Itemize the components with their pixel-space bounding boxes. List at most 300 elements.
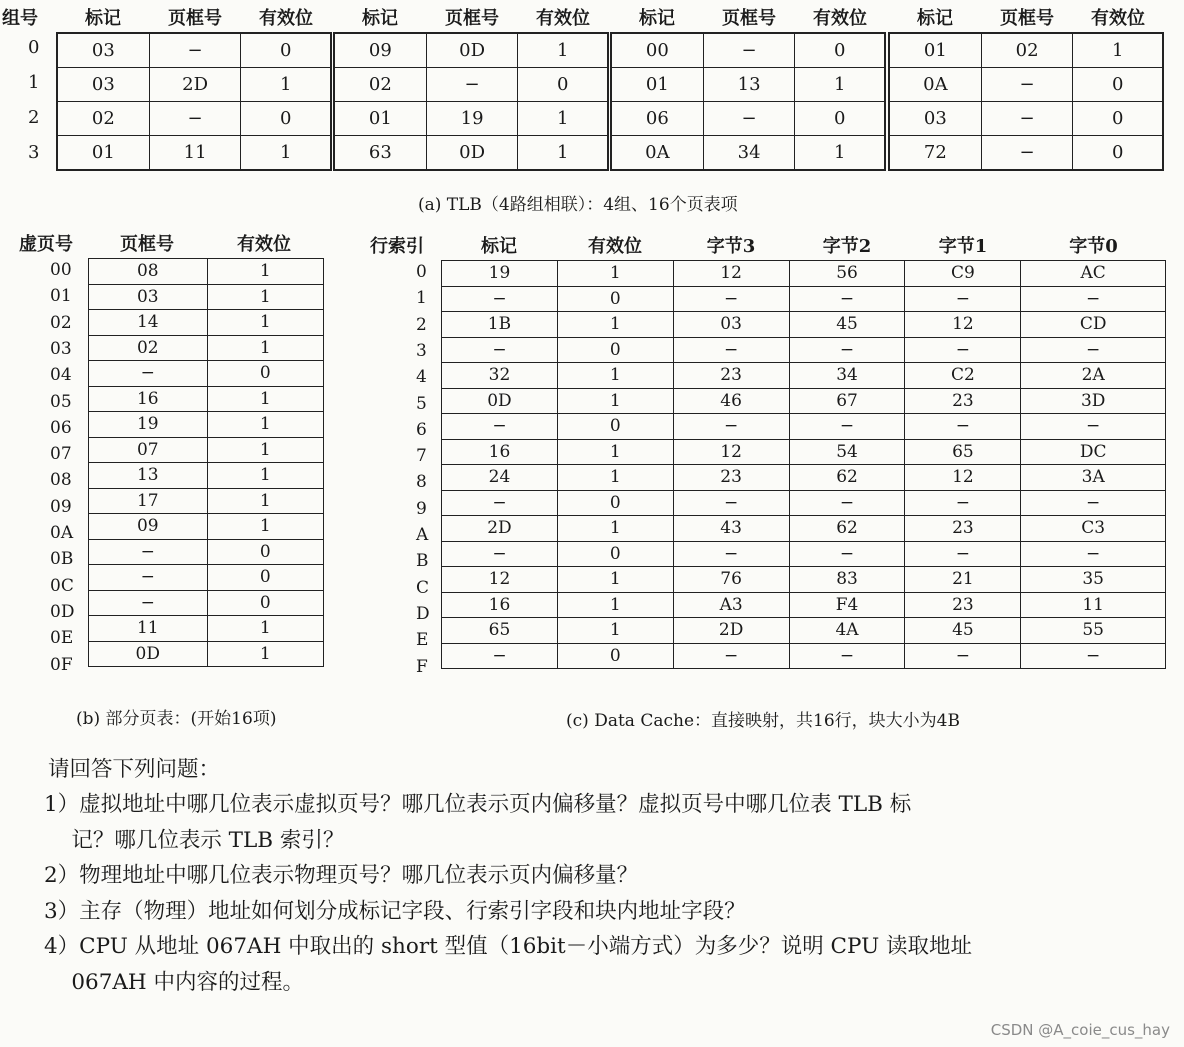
cache-cell: 1 (557, 388, 673, 414)
page-table-vpn: 07 (50, 444, 72, 465)
page-table-cell: 1 (207, 641, 323, 667)
cache-cell: − (1021, 337, 1166, 363)
tlb-cell: 03 (890, 102, 982, 136)
cache-col-header: 字节3 (706, 236, 756, 257)
page-table-cell: − (89, 590, 208, 616)
table-row (442, 541, 1166, 567)
page-table-col-header: 页框号 (120, 234, 174, 255)
tlb-col-header: 有效位 (259, 8, 313, 29)
cache-cell: 23 (905, 516, 1021, 542)
table-row (442, 337, 1166, 363)
tlb-way-table (611, 33, 885, 170)
tlb-cell: 03 (58, 68, 150, 102)
table-row (442, 618, 1166, 644)
cache-cell: − (789, 414, 905, 440)
page-table-cell: 03 (89, 284, 208, 310)
page-table-vpn: 04 (50, 365, 72, 386)
page-table-vpn: 0A (50, 523, 74, 543)
tlb-cell: 0A (612, 136, 704, 170)
cache-cell: C2 (905, 363, 1021, 389)
cache-cell: 55 (1021, 618, 1166, 644)
cache-cell: 3D (1021, 388, 1166, 414)
cache-cell: 1 (557, 363, 673, 389)
page-table-cell: 02 (89, 335, 208, 361)
page-table-cell: 1 (207, 616, 323, 642)
table-row (335, 34, 608, 68)
cache-cell: − (789, 490, 905, 516)
tlb-group-label: 1 (28, 72, 40, 93)
tlb-col-header: 有效位 (536, 8, 590, 29)
cache-cell: − (905, 286, 1021, 312)
page-table-cell: 0D (89, 641, 208, 667)
cache-cell: − (1021, 414, 1166, 440)
cache-cell: 21 (905, 567, 1021, 593)
table-row (612, 34, 885, 68)
page-table-cell: 09 (89, 514, 208, 540)
table-row (890, 68, 1163, 102)
page-table-cell: 07 (89, 437, 208, 463)
question-line: 1）虚拟地址中哪几位表示虚拟页号？哪几位表示页内偏移量？虚拟页号中哪几位表 TLB 标 (44, 792, 912, 818)
cache-cell: 65 (905, 439, 1021, 465)
tlb-way-table (57, 33, 331, 170)
table-row (89, 488, 324, 514)
table-row (442, 465, 1166, 491)
cache-cell: 12 (905, 465, 1021, 491)
cache-cell: 1 (557, 618, 673, 644)
watermark: CSDN @A_coie_cus_hay (990, 1021, 1170, 1039)
cache-cell: 19 (442, 261, 558, 287)
cache-cell: − (442, 490, 558, 516)
table-row (442, 363, 1166, 389)
table-row (890, 34, 1163, 68)
table-row (442, 643, 1166, 669)
cache-row-index: D (416, 603, 430, 624)
table-row (442, 592, 1166, 618)
table-row (89, 565, 324, 591)
cache-cell: AC (1021, 261, 1166, 287)
cache-cell: − (905, 490, 1021, 516)
page-table-cell: 1 (207, 284, 323, 310)
table-row (890, 102, 1163, 136)
cache-cell: − (442, 337, 558, 363)
page-table-cell: 0 (207, 590, 323, 616)
cache-row-index: F (416, 656, 428, 677)
cache-cell: 16 (442, 592, 558, 618)
questions-intro: 请回答下列问题： (48, 757, 221, 782)
page-table-cell: 11 (89, 616, 208, 642)
cache-cell: − (673, 541, 789, 567)
table-row (442, 261, 1166, 287)
table-row (58, 136, 331, 170)
tlb-cell: 02 (981, 34, 1073, 68)
cache-row-index: 3 (416, 340, 427, 361)
page-table-cell: 19 (89, 412, 208, 438)
table-row (442, 414, 1166, 440)
tlb-cell: 00 (612, 34, 704, 68)
page-table-caption: (b) 部分页表：(开始16项) (76, 709, 277, 729)
cache-cell: − (1021, 286, 1166, 312)
tlb-col-header: 标记 (639, 8, 675, 29)
cache-cell: − (905, 414, 1021, 440)
cache-cell: − (789, 286, 905, 312)
tlb-col-header: 页框号 (1000, 8, 1054, 29)
table-row (442, 439, 1166, 465)
table-row (612, 102, 885, 136)
cache-cell: 0 (557, 286, 673, 312)
cache-cell: 56 (789, 261, 905, 287)
cache-cell: 1 (557, 439, 673, 465)
table-row (335, 102, 608, 136)
cache-cell: 45 (789, 312, 905, 338)
tlb-cell: 02 (335, 68, 427, 102)
table-row (335, 68, 608, 102)
tlb-col-header: 页框号 (445, 8, 499, 29)
page-table-vpn: 01 (50, 286, 72, 307)
cache-cell: C9 (905, 261, 1021, 287)
tlb-cell: 19 (426, 102, 518, 136)
cache-cell: 46 (673, 388, 789, 414)
tlb-cell: 1 (518, 34, 608, 68)
tlb-way-table (334, 33, 608, 170)
tlb-cell: 0A (890, 68, 982, 102)
tlb-cell: 0 (241, 102, 331, 136)
cache-caption: (c) Data Cache：直接映射，共16行，块大小为4B (566, 711, 960, 731)
page-table-vpn: 08 (50, 470, 72, 491)
cache-cell: − (673, 490, 789, 516)
page-table-cell: 1 (207, 310, 323, 336)
page-table-cell: 1 (207, 335, 323, 361)
cache-cell: 0 (557, 490, 673, 516)
tlb-group-label: 3 (28, 142, 40, 163)
cache-cell: 1B (442, 312, 558, 338)
table-row (89, 335, 324, 361)
tlb-cell: 34 (703, 136, 795, 170)
tlb-cell: 02 (58, 102, 150, 136)
page-table-vpn: 0F (50, 654, 73, 675)
table-row (89, 437, 324, 463)
cache-cell: − (905, 643, 1021, 669)
cache-col-header: 有效位 (588, 236, 642, 257)
cache-cell: 62 (789, 516, 905, 542)
tlb-cell: 0 (1073, 68, 1163, 102)
cache-cell: − (442, 541, 558, 567)
cache-cell: 83 (789, 567, 905, 593)
table-row (89, 590, 324, 616)
page-table-cell: 16 (89, 386, 208, 412)
cache-cell: 32 (442, 363, 558, 389)
cache-cell: − (1021, 643, 1166, 669)
cache-row-index: 7 (416, 446, 427, 467)
page-table-vpn: 0B (50, 549, 74, 570)
table-row (442, 312, 1166, 338)
page-table-cell: 1 (207, 463, 323, 489)
page-table-vpn: 0C (50, 575, 74, 596)
cache-cell: 67 (789, 388, 905, 414)
question-line: 067AH 中内容的过程。 (44, 969, 304, 995)
table-row (89, 412, 324, 438)
tlb-col-header: 标记 (85, 8, 121, 29)
cache-cell: − (673, 643, 789, 669)
table-row (58, 34, 331, 68)
tlb-cell: 1 (241, 68, 331, 102)
question-line: 2）物理地址中哪几位表示物理页号？哪几位表示页内偏移量？ (44, 863, 639, 889)
cache-cell: 1 (557, 465, 673, 491)
table-row (442, 490, 1166, 516)
tlb-cell: − (703, 102, 795, 136)
cache-cell: 12 (442, 567, 558, 593)
cache-cell: 1 (557, 261, 673, 287)
page-table-vpn: 0D (50, 601, 75, 622)
table-row (89, 539, 324, 565)
tlb-cell: 01 (58, 136, 150, 170)
tlb-cell: 0 (518, 68, 608, 102)
tlb-cell: 72 (890, 136, 982, 170)
cache-cell: 12 (905, 312, 1021, 338)
tlb-cell: 06 (612, 102, 704, 136)
cache-cell: − (442, 414, 558, 440)
question-line: 记？哪几位表示 TLB 索引？ (44, 827, 345, 853)
page-table-cell: 14 (89, 310, 208, 336)
tlb-col-header: 页框号 (722, 8, 776, 29)
cache-cell: − (673, 286, 789, 312)
cache-cell: 0 (557, 414, 673, 440)
tlb-cell: 1 (241, 136, 331, 170)
tlb-cell: 0D (426, 34, 518, 68)
cache-row-index: A (416, 525, 429, 545)
table-row (89, 361, 324, 387)
page-table-cell: − (89, 565, 208, 591)
table-row (612, 68, 885, 102)
page-table-cell: 08 (89, 259, 208, 285)
tlb-cell: 03 (58, 34, 150, 68)
tlb-cell: 01 (612, 68, 704, 102)
cache-cell: 34 (789, 363, 905, 389)
tlb-cell: 0 (241, 34, 331, 68)
cache-cell: 03 (673, 312, 789, 338)
page-table-cell: 13 (89, 463, 208, 489)
tlb-cell: − (149, 34, 241, 68)
page-table-vpn: 03 (50, 338, 72, 359)
cache-cell: CD (1021, 312, 1166, 338)
cache-cell: 23 (905, 388, 1021, 414)
cache-cell: − (789, 541, 905, 567)
cache-row-index: 2 (416, 314, 427, 335)
page-table-cell: − (89, 539, 208, 565)
page-table-vpn: 06 (50, 417, 72, 438)
table-row (89, 386, 324, 412)
cache-cell: − (442, 643, 558, 669)
tlb-col-header: 有效位 (1091, 8, 1145, 29)
cache-cell: − (673, 337, 789, 363)
table-row (442, 567, 1166, 593)
cache-cell: − (442, 286, 558, 312)
cache-row-index: 5 (416, 393, 427, 414)
tlb-cell: − (149, 102, 241, 136)
tlb-col-header: 页框号 (168, 8, 222, 29)
page-table-cell: − (89, 361, 208, 387)
tlb-cell: 1 (795, 68, 885, 102)
cache-cell: 4A (789, 618, 905, 644)
cache-cell: − (1021, 490, 1166, 516)
tlb-cell: − (426, 68, 518, 102)
cache-cell: 12 (673, 439, 789, 465)
cache-col-header: 字节2 (822, 236, 872, 257)
table-row (89, 284, 324, 310)
table-row (335, 136, 608, 170)
tlb-cell: 0D (426, 136, 518, 170)
tlb-cell: 1 (518, 102, 608, 136)
cache-row-index: E (416, 630, 429, 651)
table-row (89, 641, 324, 667)
cache-row-index: 9 (416, 498, 427, 519)
tlb-group-header: 组号 (2, 8, 38, 29)
cache-cell: 23 (673, 363, 789, 389)
cache-cell: − (673, 414, 789, 440)
table-row (89, 259, 324, 285)
tlb-cell: − (981, 136, 1073, 170)
cache-col-header: 行索引 (370, 236, 424, 257)
tlb-group-label: 0 (28, 37, 40, 58)
cache-cell: 62 (789, 465, 905, 491)
cache-cell: 11 (1021, 592, 1166, 618)
cache-row-index: 4 (416, 367, 427, 388)
tlb-cell: 13 (703, 68, 795, 102)
cache-cell: 23 (905, 592, 1021, 618)
table-row (89, 463, 324, 489)
tlb-caption: (a) TLB（4路组相联）：4组、16个页表项 (418, 195, 738, 215)
tlb-cell: 09 (335, 34, 427, 68)
tlb-group-label: 2 (28, 107, 40, 128)
page-table-vpn: 0E (50, 628, 74, 649)
cache-cell: 1 (557, 516, 673, 542)
cache-col-header: 标记 (481, 236, 517, 257)
page-table-col-header: 虚页号 (19, 234, 73, 255)
cache-row-index: 0 (416, 262, 427, 282)
tlb-cell: 63 (335, 136, 427, 170)
tlb-cell: 1 (518, 136, 608, 170)
cache-cell: − (789, 337, 905, 363)
cache-cell: 2D (442, 516, 558, 542)
tlb-cell: 1 (1073, 34, 1163, 68)
cache-cell: 43 (673, 516, 789, 542)
cache-col-header: 字节1 (938, 236, 988, 257)
page-table-col-header: 有效位 (237, 234, 291, 255)
page-table-cell: 1 (207, 386, 323, 412)
tlb-cell: 0 (1073, 136, 1163, 170)
page-table-vpn: 00 (50, 260, 72, 280)
cache-row-index: B (416, 551, 429, 572)
page-table-cell: 1 (207, 412, 323, 438)
tlb-cell: 11 (149, 136, 241, 170)
cache-cell: − (905, 337, 1021, 363)
cache-cell: A3 (673, 592, 789, 618)
tlb-cell: 0 (1073, 102, 1163, 136)
cache-cell: 23 (673, 465, 789, 491)
page-table-cell: 1 (207, 259, 323, 285)
cache-cell: − (789, 643, 905, 669)
page-table-vpn: 02 (50, 312, 72, 333)
table-row (58, 102, 331, 136)
questions-section (44, 752, 973, 1000)
cache-cell: 0 (557, 541, 673, 567)
cache-cell: 0 (557, 337, 673, 363)
cache-cell: − (905, 541, 1021, 567)
cache-row-index: 8 (416, 472, 427, 493)
table-row (89, 616, 324, 642)
tlb-cell: 1 (795, 136, 885, 170)
page-table-vpn: 09 (50, 496, 72, 517)
cache-cell: 45 (905, 618, 1021, 644)
page-table-cell: 0 (207, 565, 323, 591)
page-table-cell: 1 (207, 514, 323, 540)
cache-cell: 2D (673, 618, 789, 644)
page-table (88, 258, 324, 667)
tlb-cell: 0 (795, 102, 885, 136)
cache-cell: − (1021, 541, 1166, 567)
cache-cell: 1 (557, 592, 673, 618)
cache-cell: 0 (557, 643, 673, 669)
cache-cell: 1 (557, 567, 673, 593)
page-table-cell: 1 (207, 488, 323, 514)
cache-table (441, 260, 1166, 669)
cache-cell: 0D (442, 388, 558, 414)
cache-row-index: 6 (416, 419, 427, 440)
table-row (890, 136, 1163, 170)
cache-cell: F4 (789, 592, 905, 618)
tlb-col-header: 标记 (917, 8, 953, 29)
table-row (442, 388, 1166, 414)
cache-cell: 24 (442, 465, 558, 491)
cache-row-index: 1 (416, 288, 427, 309)
cache-cell: 76 (673, 567, 789, 593)
table-row (612, 136, 885, 170)
tlb-cell: 0 (795, 34, 885, 68)
page-table-cell: 17 (89, 488, 208, 514)
tlb-way-table (889, 33, 1163, 170)
cache-cell: 3A (1021, 465, 1166, 491)
table-row (442, 286, 1166, 312)
tlb-cell: − (703, 34, 795, 68)
page-table-vpn: 05 (50, 391, 72, 412)
tlb-col-header: 标记 (362, 8, 398, 29)
cache-row-index: C (416, 577, 430, 598)
tlb-cell: − (981, 68, 1073, 102)
page-table-cell: 0 (207, 539, 323, 565)
tlb-cell: 01 (335, 102, 427, 136)
cache-cell: 12 (673, 261, 789, 287)
cache-cell: 35 (1021, 567, 1166, 593)
tlb-cell: 2D (149, 68, 241, 102)
tlb-cell: − (981, 102, 1073, 136)
cache-cell: 54 (789, 439, 905, 465)
cache-cell: 1 (557, 312, 673, 338)
question-line: 4）CPU 从地址 067AH 中取出的 short 型值（16bit－小端方式）为多少？说明 CPU 读取地址 (44, 934, 973, 960)
page-table-cell: 0 (207, 361, 323, 387)
table-row (58, 68, 331, 102)
table-row (89, 514, 324, 540)
cache-cell: 2A (1021, 363, 1166, 389)
table-row (442, 516, 1166, 542)
question-line: 3）主存（物理）地址如何划分成标记字段、行索引字段和块内地址字段？ (44, 898, 746, 924)
cache-cell: C3 (1021, 516, 1166, 542)
tlb-cell: 01 (890, 34, 982, 68)
cache-col-header: 字节0 (1069, 236, 1118, 257)
cache-cell: 16 (442, 439, 558, 465)
cache-cell: 65 (442, 618, 558, 644)
page-table-cell: 1 (207, 437, 323, 463)
tlb-col-header: 有效位 (813, 8, 867, 29)
cache-cell: DC (1021, 439, 1166, 465)
